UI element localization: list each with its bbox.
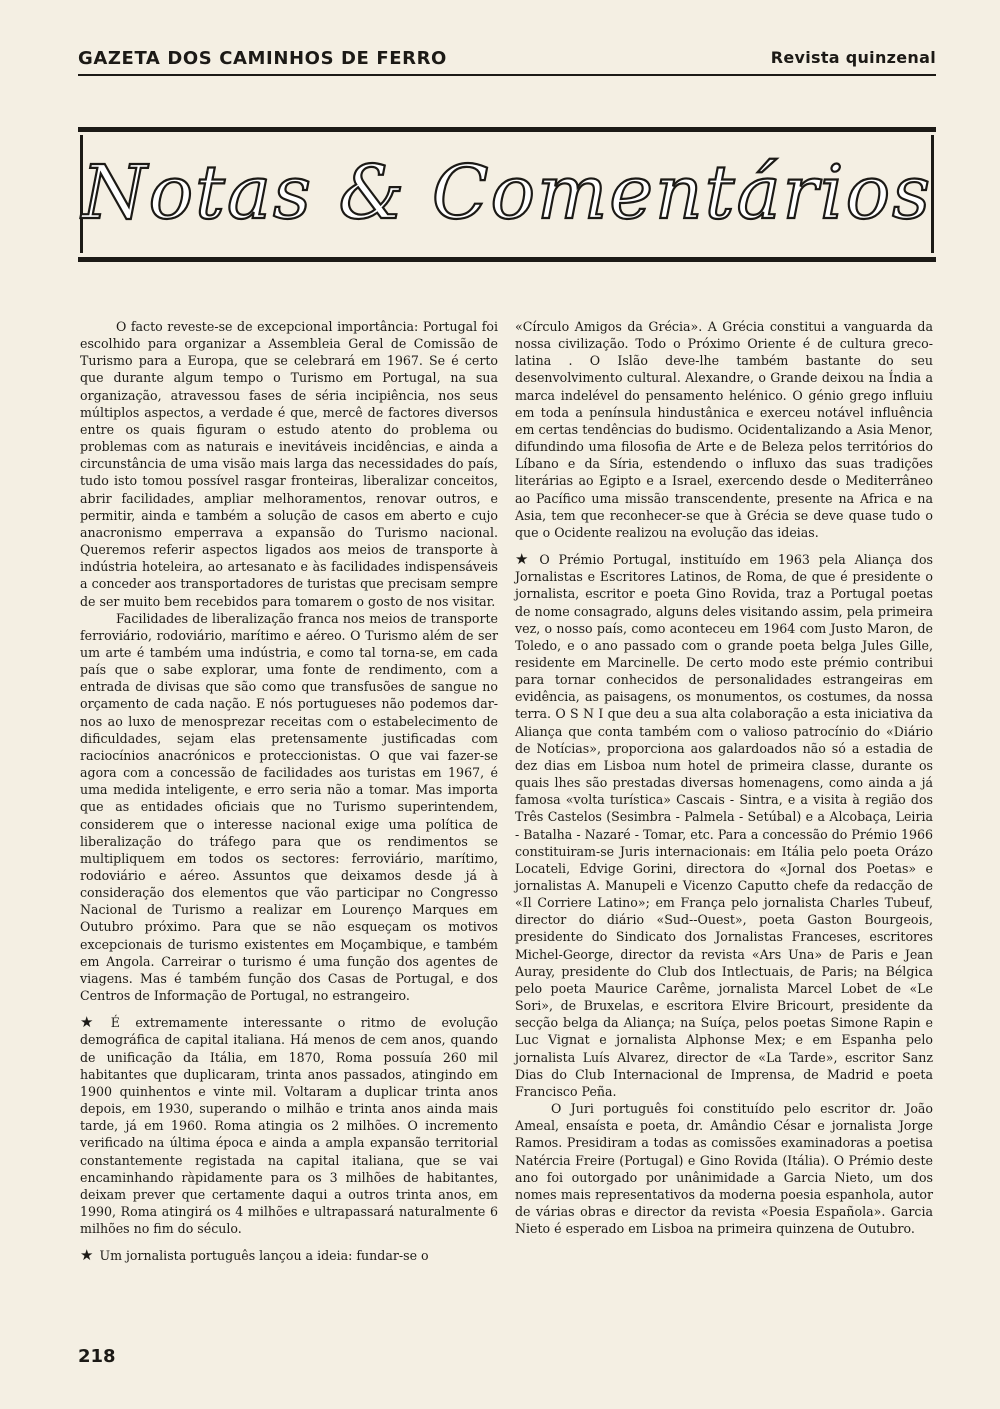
article-tourism-liberalization: Facilidades de liberalização franca nos meios de transporte ferroviário, rodoviário, marítimo e aéreo. O Turismo além de ser um arte é também uma indústria, e como tal torna-se, em cada país que o sabe explorar, uma fonte de rendimento, com a entrada de divisas que são como que transfusões de sangue no orçamento de cada nação. E nós portugueses não podemos dar-nos ao luxo de menosprezar receitas com o estabelecimento de dificuldades, sejam elas pretensamente justificadas com raciocínios anacrónicos e proteccionistas. O que vai fazer-se agora com a concessão de facilidades aos turistas em 1967, é uma medida inteligente, e erro seria não a tomar. Mas importa que as entidades oficiais que no Turismo superintendem, considerem que o interesse nacional exige uma política de liberalização do tráfego para que os rendimentos se multipliquem em todos os sectores: ferroviário, marítimo, rodoviário e aéreo. Assuntos que deixamos desde já à consideração dos elementos que vão participar no Congresso Nacional de Turismo a realizar em Lourenço Marques em Outubro próximo. Para que se não esqueçam os motivos excepcionais de turismo existentes em Moçambique, e também em Angola. Carreirar o turismo é uma função dos agentes de viagens. Mas é também função dos Casas de Portugal, e dos Centros de Informação de Portugal, no estrangeiro.: [80, 610, 498, 1004]
article-rome-demography: [80, 1014, 498, 1237]
article-greece-circle-start-text: Um jornalista português lançou a ideia: fundar-se o: [99, 1248, 429, 1264]
page-number: 218: [78, 1346, 116, 1367]
header-rule: [78, 74, 936, 76]
right-column: [515, 318, 933, 1237]
section-title: Notas & Comentários: [81, 150, 933, 236]
star-icon: ★: [80, 1013, 105, 1032]
left-column: [80, 318, 498, 1264]
article-tourism-intro: O facto reveste-se de excepcional importância: Portugal foi escolhido para organizar a Assembleia Geral de Comissão de Turismo para a Europa, que se celebrará em 1967. Se é certo que durante algum tempo o Turismo em Portugal, na sua organização, atravessou fases de séria incipiência, nos seus múltiplos aspectos, a verdade é que, mercê de factores diversos entre os quais figuram o estudo atento do problema ou problemas com as naturais e inevitáveis incidências, e ainda a circunstância de uma visão mais larga das necessidades do país, tudo isto tomou possível rasgar fronteiras, liberalizar conceitos, abrir facilidades, ampliar melhoramentos, renovar outros, e permitir, ainda e também a solução de casos em aberto e cujo anacronismo emperrava a expansão do Turismo nacional. Queremos referir aspectos ligados aos meios de transporte à indústria hoteleira, ao artesanato e às facilidades indispensáveis a conceder aos transportadores de turistas que precisam sempre de ser muito bem recebidos para tomarem o gosto de nos visitar.: [80, 319, 498, 609]
section-title-box: [78, 127, 936, 262]
title-box-bottom-bar: [78, 257, 936, 262]
article-premio-jury: O Juri português foi constituído pelo escritor dr. João Ameal, ensaísta e poeta, dr. Amândio César e jornalista Jorge Ramos. Presidiram a todas as comissões examinadoras a poetisa Natércia Freire (Portugal) e Gino Rovida (Itália). O Prémio deste ano foi outorgado por unânimidade a Garcia Nieto, um dos nomes mais representativos da moderna poesia espanhola, autor de várias obras e director da revista «Poesia Española». Garcia Nieto é esperado em Lisboa na primeira quinzena de Outubro.: [515, 1101, 933, 1237]
star-icon: ★: [80, 1246, 94, 1265]
star-icon: ★: [515, 550, 534, 569]
article-greece-circle-start: [80, 1247, 498, 1264]
article-rome-demography-text: É extremamente interessante o ritmo de evolução demográfica de capital italiana. Há menos de cem anos, quando de unificação da Itália, em 1870, Roma possuía 260 mil habitantes que duplicaram, trinta anos passados, atingindo em 1900 quinhentos e vinte mil. Voltaram a duplicar trinta anos depois, em 1930, superando o milhão e trinta anos ainda mais tarde, já em 1960. Roma atingia os 2 milhões. O incremento verificado na última época e ainda a ampla expansão territorial constantemente registada na capital italiana, que se vai encaminhando ràpidamente para os 3 milhões de habitantes, deixam prever que certamente daqui a outros trinta anos, em 1990, Roma atingirá os 4 milhões e ultrapassará naturalmente 6 milhões no fim do século.: [80, 1015, 498, 1237]
page-header: [78, 48, 936, 72]
article-greece-circle-cont: «Círculo Amigos da Grécia». A Grécia constitui a vanguarda da nossa civilização. Todo o Próximo Oriente é de cultura greco-latina . O Islão deve-lhe também bastante do seu desenvolvimento cultural. Alexandre, o Grande deixou na Índia a marca indelével do pensamento helénico. O génio grego influiu em toda a península hindustânica e exerceu notável influência em certas tendências do budismo. Ocidentalizando a Asia Menor, difundindo uma filosofia de Arte e de Beleza pelos territórios do Líbano e da Síria, estendendo o influxo das suas tradições literárias ao Egipto e a Israel, exercendo desde o Mediterrâneo ao Pacífico uma missão transcendente, presente na Africa e na Asia, tem que reconhecer-se que à Grécia se deve quase tudo o que o Ocidente realizou na evolução das ideias.: [515, 319, 933, 540]
publication-subtitle: Revista quinzenal: [770, 48, 936, 67]
article-premio-portugal-text: O Prémio Portugal, instituído em 1963 pela Aliança dos Jornalistas e Escritores Latinos, de Roma, de que é presidente o jornalista, escritor e poeta Gino Rovida, traz a Portugal poetas de nome consagrado, alguns deles visitando assim, pela primeira vez, o nosso país, como aconteceu em 1964 com Justo Maron, de Toledo, e o ano passado com o grande poeta belga Jules Gille, residente em Marcinelle. De certo modo este prémio contribui para tornar conhecidos de personalidades estrangeiras em evidência, as paisagens, os monumentos, os costumes, da nossa terra. O S N I que deu a sua alta colaboração a esta iniciativa da Aliança que conta também com o valioso patrocínio do «Diário de Notícias», proporciona aos galardoados não só a estadia de dez dias em Lisboa num hotel de primeira classe, durante os quais lhes são prestadas diversas homenagens, como ainda a já famosa «volta turística» Cascais - Sintra, e a visita à região dos Três Castelos (Sesimbra - Palmela - Setúbal) e a Alcobaça, Leiria - Batalha - Nazaré - Tomar, etc. Para a concessão do Prémio 1966 constituiram-se Juris internacionais: em Itália pelo poeta Orázo Locateli, Edvige Gorini, directora do «Jornal dos Poetas» e jornalistas A. Manupeli e Vicenzo Caputto chefe da redacção de «Il Corriere Latino»; em França pelo jornalista Charles Tubeuf, director do diário «Sud--Ouest», poeta Gaston Bourgeois, presidente do Sindicato dos Jornalistas Franceses, escritores Michel-George, director da revista «Ars Una» de Paris e Jean Auray, presidente do Club dos Intlectuais, de Paris; na Bélgica pelo poeta Maurice Carême, jornalista Marcel Lobet de «Le Sori», de Bruxelas, e escritora Elvire Bricourt, presidente da secção belga da Aliança; na Suíça, pelos poetas Simone Rapin e Luc Vignat e jornalista Alphonse Mex; e em Espanha pelo jornalista Luís Alvarez, director de «La Tarde», escritor Sanz Dias do Club Internacional de Imprensa, de Madrid e poeta Francisco Peña.: [515, 552, 933, 1099]
title-box-top-bar: [78, 127, 936, 132]
publication-title: GAZETA DOS CAMINHOS DE FERRO: [78, 48, 447, 69]
article-premio-portugal: [515, 551, 933, 1100]
